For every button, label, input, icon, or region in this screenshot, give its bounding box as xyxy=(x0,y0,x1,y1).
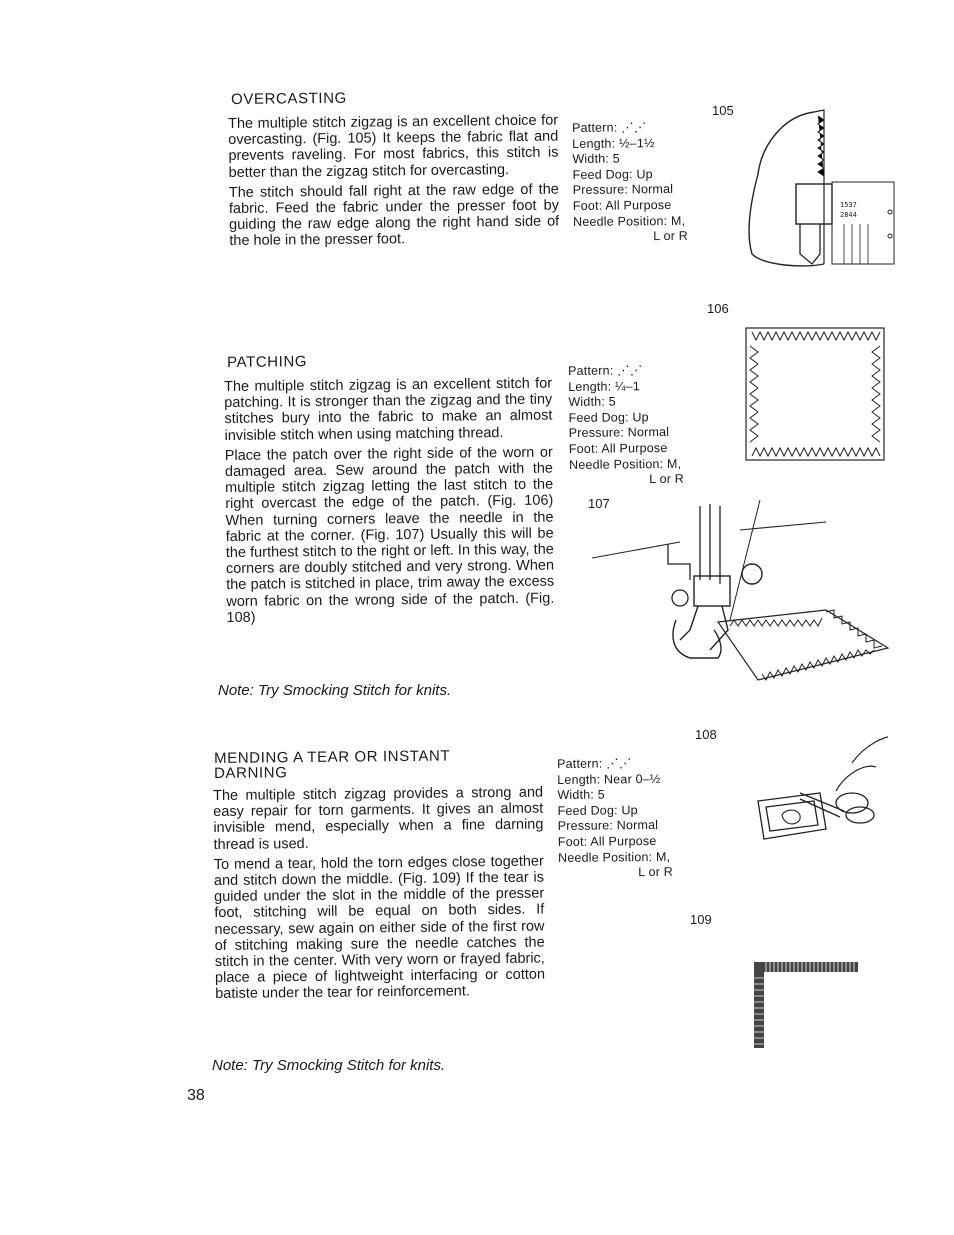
setting-pattern: Pattern: ⋰⋰ xyxy=(557,756,632,771)
section-heading-patching: PATCHING xyxy=(226,353,308,371)
figure-108-trimming-illustration xyxy=(756,733,890,843)
page-number: 38 xyxy=(187,1087,205,1104)
figure-106-patch-illustration xyxy=(744,326,886,462)
setting-pressure: Pressure: Normal xyxy=(568,425,670,441)
patching-body xyxy=(224,376,555,630)
setting-needle-position-cont: L or R xyxy=(638,864,674,880)
figure-number-108: 108 xyxy=(695,727,717,742)
setting-needle-position-cont: L or R xyxy=(653,228,689,244)
overcasting-body xyxy=(228,113,559,254)
setting-width: Width: 5 xyxy=(568,394,616,410)
setting-length: Length: ¼–1 xyxy=(568,378,641,394)
paragraph: Place the patch over the right side of the worn or damaged area. Sew around the patch with the multiple stitch zigzag letting the last stitch to the right overcast the edge of the patch. (Fig. 106) When turning corners leave the needle in the fabric at the corner. (Fig. 107) Usually this will be the furthest stitch to the right or left. In this way, the corners are doubly stitched and very strong. When the patch is stitched in place, trim away the excess worn fabric on the wrong side of the patch. (Fig. 108) xyxy=(224,444,555,626)
paragraph: The multiple stitch zigzag is an excellent stitch for patching. It is stronger than the zigzag and the tiny stitches bury into the fabric to make an almost invisible stitch when using matching thread. xyxy=(224,375,553,444)
setting-needle-position: Needle Position: M, xyxy=(568,456,682,472)
setting-foot: Foot: All Purpose xyxy=(568,440,668,456)
paragraph: The multiple stitch zigzag is an excellent choice for overcasting. (Fig. 105) It keeps the fabric flat and prevents raveling. For most fabrics, this stitch is better than the zigzag stitch for overcasting. xyxy=(228,112,559,181)
setting-needle-position-cont: L or R xyxy=(649,471,685,487)
setting-pattern: Pattern: ⋰⋰ xyxy=(568,363,643,378)
setting-pressure: Pressure: Normal xyxy=(572,182,674,198)
section-heading-overcasting: OVERCASTING xyxy=(230,89,347,108)
multi-zigzag-icon: ⋰⋰ xyxy=(606,756,632,771)
paragraph: The multiple stitch zigzag provides a strong and easy repair for torn garments. It gives an almost invisible mend, especially when a fine darning thread is used. xyxy=(213,784,544,853)
patching-settings xyxy=(568,363,684,489)
setting-needle-position: Needle Position: M, xyxy=(557,849,671,865)
setting-foot: Foot: All Purpose xyxy=(572,197,672,213)
figure-107-presser-foot-illustration xyxy=(590,500,900,700)
mending-note: Note: Try Smocking Stitch for knits. xyxy=(212,1057,446,1074)
section-heading-mending-line2: DARNING xyxy=(213,764,288,782)
figure-number-105: 105 xyxy=(712,103,734,118)
figure-109-mended-tear-illustration xyxy=(752,958,862,1050)
setting-width: Width: 5 xyxy=(572,151,620,167)
setting-pattern: Pattern: ⋰⋰ xyxy=(572,120,647,135)
figure-number-107: 107 xyxy=(588,496,610,511)
setting-foot: Foot: All Purpose xyxy=(557,833,657,849)
setting-pressure: Pressure: Normal xyxy=(557,818,659,834)
setting-length: Length: ½–1½ xyxy=(572,135,655,151)
paragraph: The stitch should fall right at the raw edge of the fabric. Feed the fabric under the presser foot by guiding the raw edge along the right hand side of the hole in the presser foot. xyxy=(228,181,560,250)
setting-feed-dog: Feed Dog: Up xyxy=(572,166,653,182)
multi-zigzag-icon: ⋰⋰ xyxy=(617,363,643,378)
setting-feed-dog: Feed Dog: Up xyxy=(568,409,649,425)
setting-width: Width: 5 xyxy=(557,787,605,803)
figure-105-overcasting-illustration xyxy=(744,104,904,274)
mending-settings xyxy=(557,756,673,882)
overcasting-settings xyxy=(572,120,688,246)
setting-needle-position: Needle Position: M, xyxy=(572,213,686,229)
paragraph: To mend a tear, hold the torn edges close together and stitch down the middle. (Fig. 109) If the tear is guided under the slot in the middle of the presser foot, stitching will be equal on both sides. If necessary, sew again on either side of the first row of stitching making sure the needle catches the stitch in the center. With very worn or frayed fabric, place a piece of lightweight interfacing or cotton batiste under the tear for reinforcement. xyxy=(213,853,546,1003)
patching-note: Note: Try Smocking Stitch for knits. xyxy=(218,682,452,699)
mending-body xyxy=(213,785,545,1007)
svg-text:2844: 2844 xyxy=(840,211,857,219)
figure-number-106: 106 xyxy=(707,301,729,316)
setting-length: Length: Near 0–½ xyxy=(557,771,661,787)
setting-feed-dog: Feed Dog: Up xyxy=(557,802,638,818)
svg-text:1537: 1537 xyxy=(840,201,857,209)
section-heading-mending-line1: MENDING A TEAR OR INSTANT xyxy=(213,747,451,767)
multi-zigzag-icon: ⋰⋰ xyxy=(621,120,647,135)
figure-number-109: 109 xyxy=(690,912,712,927)
